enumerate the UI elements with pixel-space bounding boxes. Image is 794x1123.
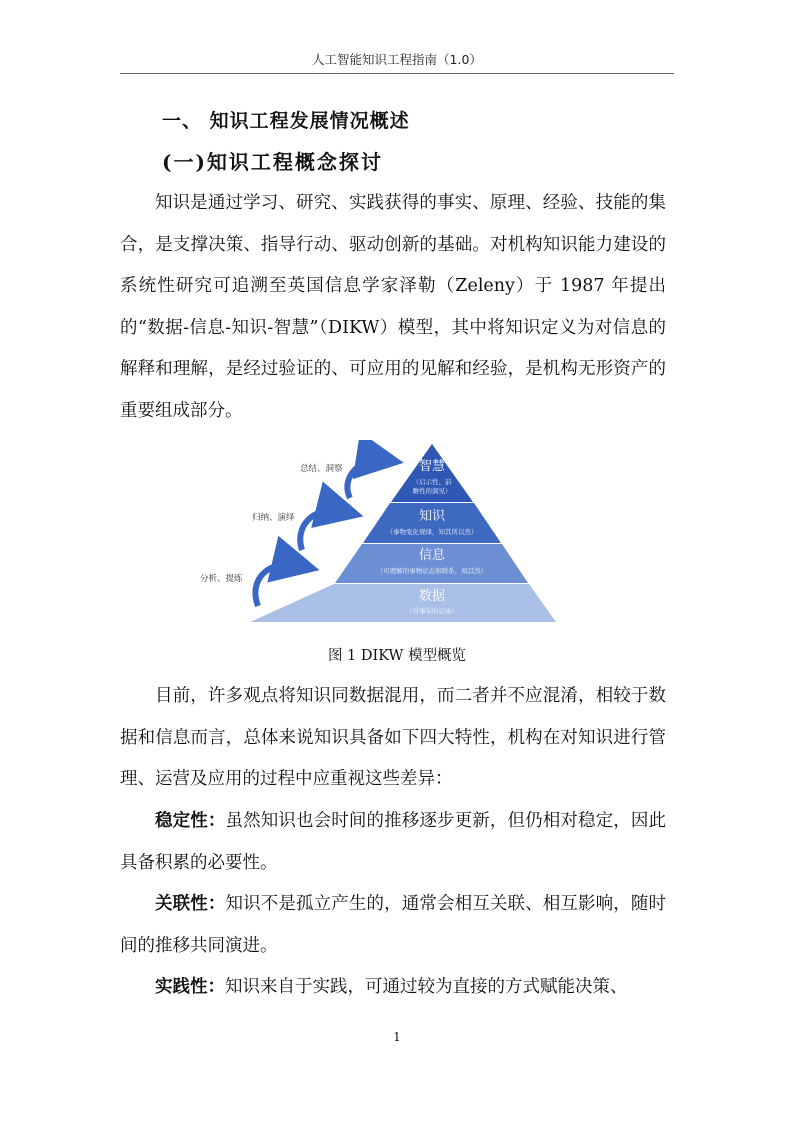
page-number: 1 [393,1030,401,1044]
wisdom-desc-line2: 瞻性的洞见） [412,487,452,495]
arrow-label-analyze: 分析、提炼 [200,574,243,584]
practicality-text: 知识来自于实践，可通过较为直接的方式赋能决策、 [225,977,628,997]
paragraph-practicality [120,967,666,1009]
knowledge-desc: （事物变化规律，知其所以然） [386,528,478,536]
subsection-heading: (一)知识工程概念探讨 [162,150,383,174]
dikw-pyramid-diagram [190,440,610,630]
stability-text: 虽然知识也会时间的推移逐步更新，但仍相对稳定，因此具备积累的必要性。 [120,811,666,873]
wisdom-desc-line1: （启示性、前 [412,478,452,486]
information-desc: （可理解的事物状态和联系，知其然） [376,567,488,575]
relevance-text: 知识不是孤立产生的，通常会相互关联、相互影响，随时间的推移共同演进。 [120,894,666,956]
stability-label: 稳定性： [155,811,226,831]
information-title: 信息 [418,548,446,563]
pyramid-level-data [250,584,556,622]
arrow-label-induce: 归纳、演绎 [252,513,295,523]
data-title: 数据 [418,589,446,604]
dikw-figure [190,440,610,630]
paragraph-stability [120,801,666,884]
data-desc: （对事实的记录） [406,607,458,615]
figure-caption: 图 1 DIKW 模型概览 [327,648,467,664]
practicality-label: 实践性： [155,977,225,997]
arrow-label-summarize: 总结、洞察 [300,464,343,474]
section-heading: 一、 知识工程发展情况概述 [162,110,410,132]
header-divider [120,73,674,74]
relevance-label: 关联性： [155,894,226,914]
paragraph-knowledge-vs-data: 目前，许多观点将知识同数据混用，而二者并不应混淆，相较于数据和信息而言，总体来说知识具备如下四大特性，机构在对知识进行管理、运营及应用的过程中应重视这些差异： [120,686,666,789]
wisdom-title: 智慧 [418,459,446,474]
paragraph-knowledge-definition: 知识是通过学习、研究、实践获得的事实、原理、经验、技能的集合，是支撑决策、指导行动、驱动创新的基础。对机构知识能力建设的系统性研究可追溯至英国信息学家泽勒（Zeleny）于 1987 年提出的“数据-信息-知识-智慧”（DIKW）模型，其中将知识定义为对信息的解释和理解，是经过验证的、可应用的见解和经验，是机构无形资产的重要组成部分。 [120,193,666,421]
arrow-induce-icon [300,510,346,550]
arrow-summarize-icon [347,460,386,498]
page-header: 人工智能知识工程指南（1.0） [312,52,482,67]
knowledge-title: 知识 [418,509,446,524]
arrow-analyze-icon [255,564,302,606]
paragraph-relevance [120,884,666,967]
